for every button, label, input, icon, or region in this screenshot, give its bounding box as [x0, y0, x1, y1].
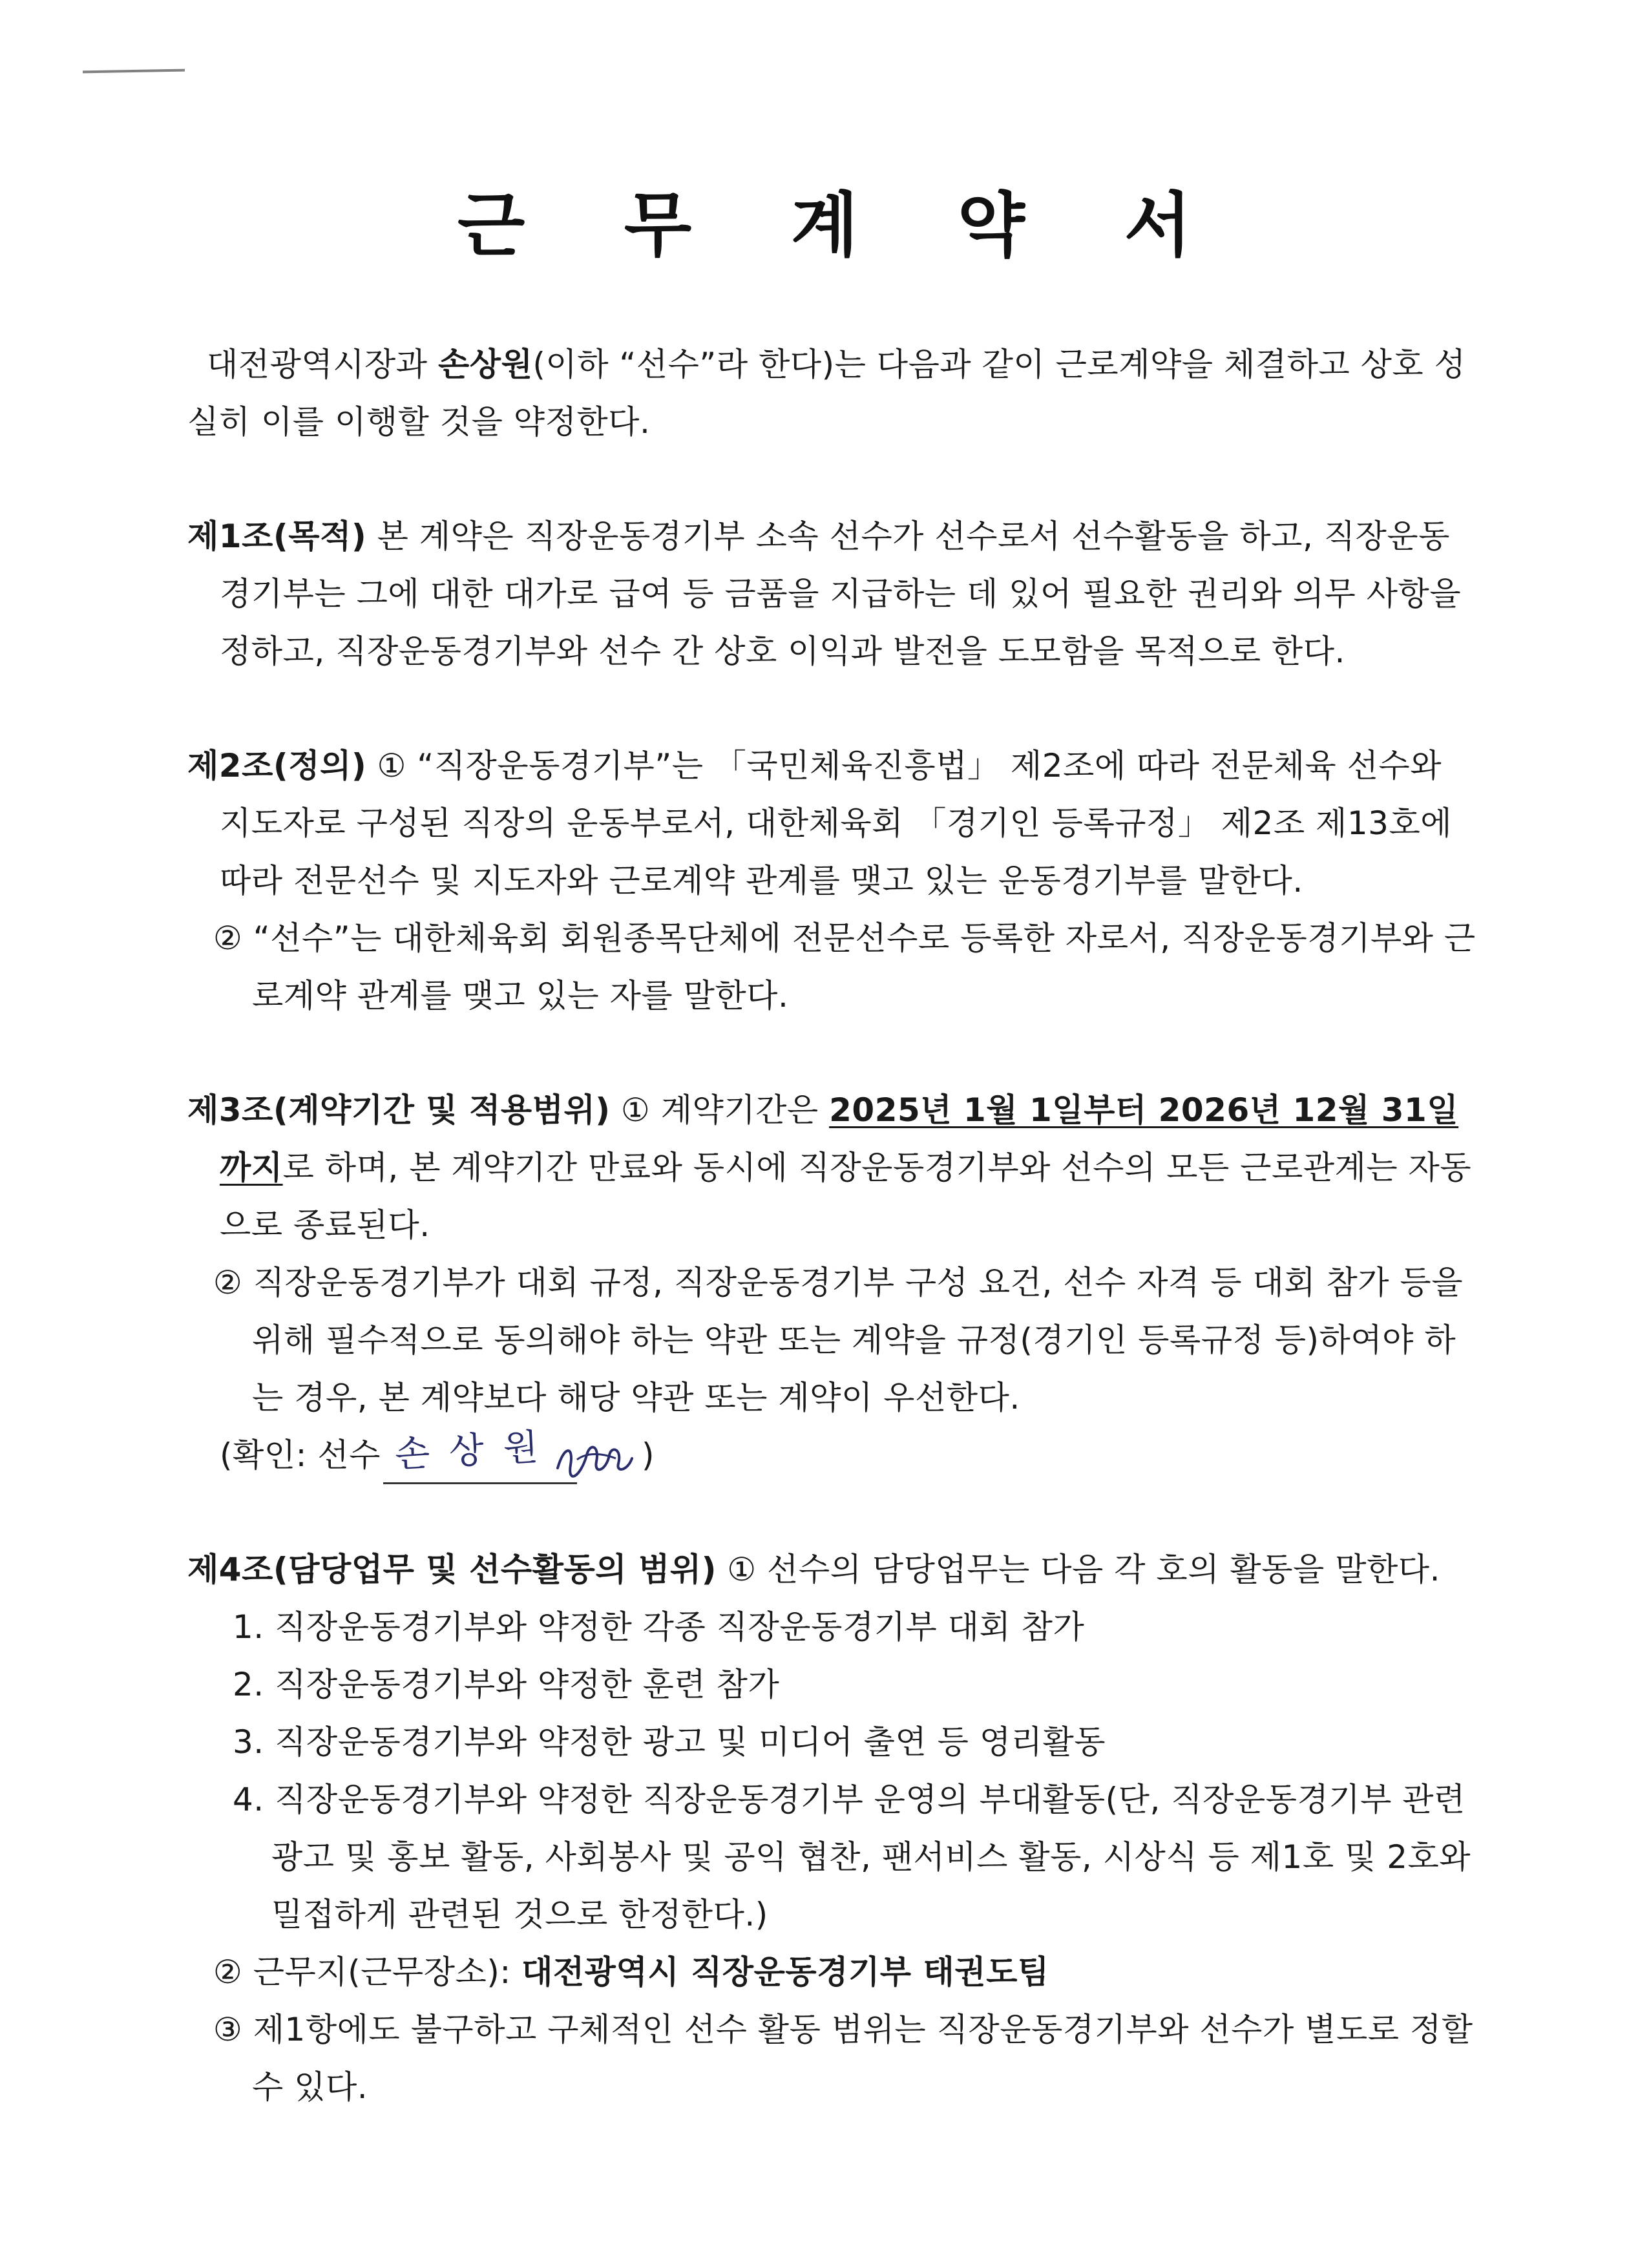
article-3-p2: ② 직장운동경기부가 대회 규정, 직장운동경기부 구성 요건, 선수 자격 등 대회 참가 등을 위해 필수적으로 동의해야 하는 약관 또는 계약을 규정(경기인 등록규정 등)하여야 하는 경우, 본 계약보다 해당 약관 또는 계약이 우선한다.: [213, 1264, 1464, 1416]
signature-line: [383, 1426, 577, 1484]
article-2-p1: [187, 737, 1480, 910]
document-body: [187, 336, 1480, 2173]
handwritten-name: 손 상 원: [394, 1426, 543, 1476]
list-item: 3. 직장운동경기부와 약정한 광고 및 미디어 출연 등 영리활동: [233, 1723, 1106, 1761]
confirmation-line: [187, 1427, 1480, 1484]
article-1-heading: 제1조(목적): [187, 518, 367, 555]
article-1-text: [187, 508, 1480, 680]
article-4-p3: ③ 제1항에도 불구하고 구체적인 선수 활동 범위는 직장운동경기부와 선수가 별도로 정할 수 있다.: [213, 2011, 1473, 2106]
article-3-p1: [187, 1082, 1480, 1254]
document-title: 근 무 계 약 서: [457, 185, 1230, 266]
article-4: [187, 1541, 1480, 2116]
contract-period: 2025년 1월 1일부터 2026년 12월 31일까지: [220, 1091, 1459, 1186]
article-2-p1-text: ① “직장운동경기부”는 「국민체육진흥법」 제2조에 따라 전문체육 선수와 지도자로 구성된 직장의 운동부로서, 대한체육회 「경기인 등록규정」 제2조 제13호에 따라 전문선수 및 지도자와 근로계약 관계를 맺고 있는 운동경기부를 말한다.: [220, 747, 1453, 899]
article-3-p1-post: 로 하며, 본 계약기간 만료와 동시에 직장운동경기부와 선수의 모든 근로관계는 자동으로 종료된다.: [220, 1149, 1472, 1244]
confirm-close: ): [641, 1436, 655, 1474]
article-3-heading: 제3조(계약기간 및 적용범위): [187, 1091, 611, 1129]
scan-mark: [83, 69, 185, 74]
intro-pre: 대전광역시장과: [207, 346, 438, 383]
workplace-value: 대전광역시 직장운동경기부 태권도팀: [521, 1953, 1049, 1991]
article-3: [187, 1082, 1480, 1484]
confirm-label: (확인: 선수: [220, 1436, 381, 1474]
article-4-heading: 제4조(담당업무 및 선수활동의 범위): [187, 1551, 717, 1588]
intro-post: (이하 “선수”라 한다)는 다음과 같이 근로계약을 체결하고 상호 성실히 이를 이행할 것을 약정한다.: [187, 346, 1466, 441]
article-2-p2: ② “선수”는 대한체육회 회원종목단체에 전문선수로 등록한 자로서, 직장운동경기부와 근로계약 관계를 맺고 있는 자를 말한다.: [213, 919, 1476, 1014]
workplace-label: ② 근무지(근무장소):: [213, 1953, 522, 1991]
article-3-p1-pre: ① 계약기간은: [610, 1091, 830, 1129]
article-4-p1: [187, 1541, 1480, 1599]
article-2-heading: 제2조(정의): [187, 747, 367, 784]
article-1: [187, 508, 1480, 680]
article-2: [187, 737, 1480, 1025]
party-name: 손상원: [438, 346, 533, 383]
list-item: 2. 직장운동경기부와 약정한 훈련 참가: [233, 1666, 780, 1703]
list-item: 4. 직장운동경기부와 약정한 직장운동경기부 운영의 부대활동(단, 직장운동경기부 관련 광고 및 홍보 활동, 사회봉사 및 공익 협찬, 팬서비스 활동, 시상식 등 제1호 및 2호와 밀접하게 관련된 것으로 한정한다.): [233, 1781, 1471, 1933]
article-4-p2: [187, 1944, 1480, 2001]
article-1-body: 본 계약은 직장운동경기부 소속 선수가 선수로서 선수활동을 하고, 직장운동경기부는 그에 대한 대가로 급여 등 금품을 지급하는 데 있어 필요한 권리와 의무 사항을 정하고, 직장운동경기부와 선수 간 상호 이익과 발전을 도모함을 목적으로 한다.: [220, 518, 1462, 670]
article-4-p1-text: ① 선수의 담당업무는 다음 각 호의 활동을 말한다.: [716, 1551, 1440, 1588]
intro-paragraph: [187, 336, 1480, 451]
list-item: 1. 직장운동경기부와 약정한 각종 직장운동경기부 대회 참가: [233, 1608, 1085, 1646]
